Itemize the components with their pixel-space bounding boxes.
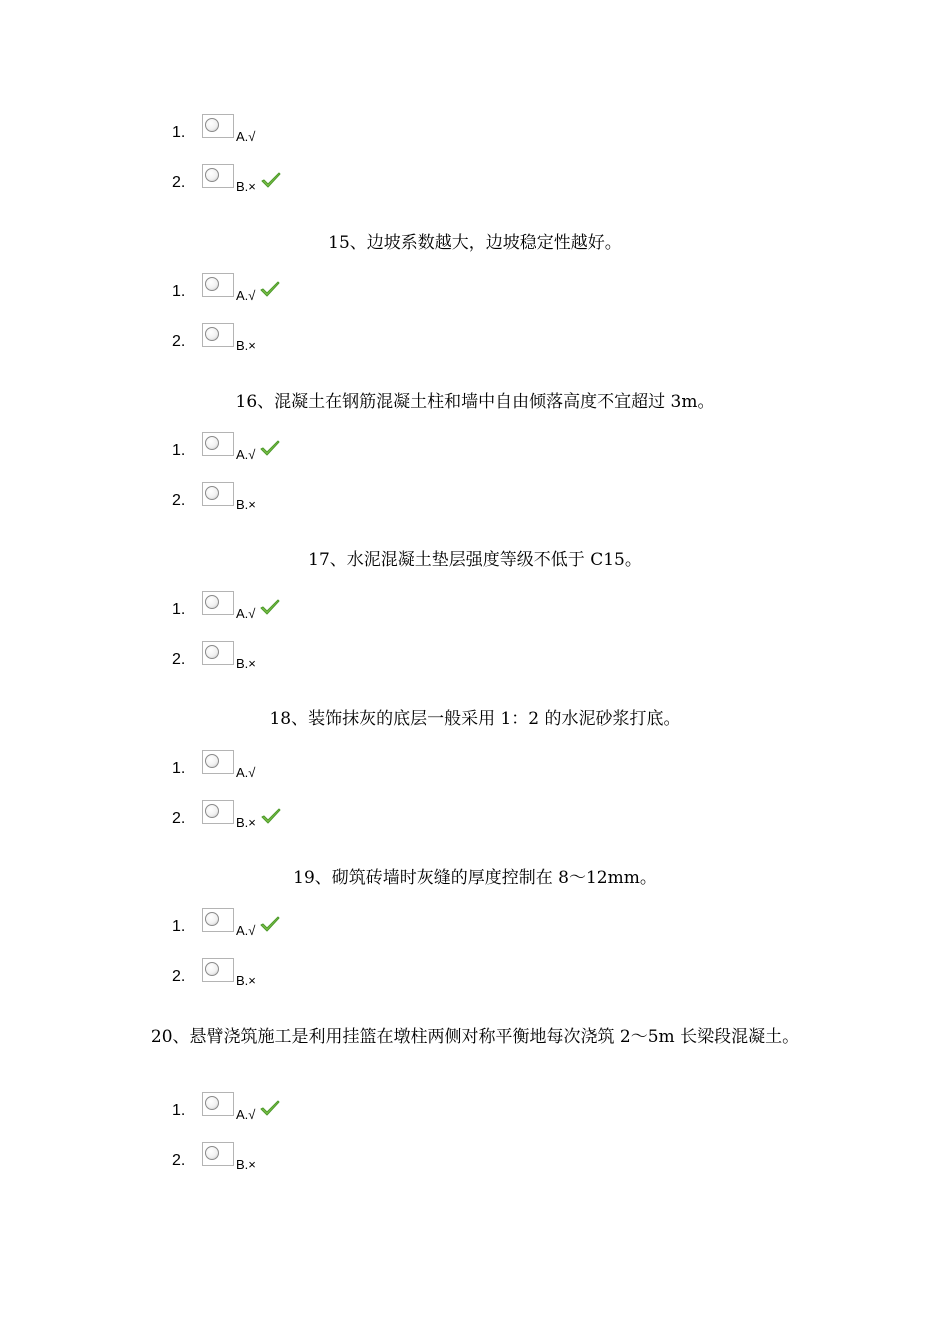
answer-option[interactable] [172,160,282,194]
option-label: B.× [236,497,256,512]
option-label: A.√ [236,129,256,144]
option-label: B.× [236,973,256,988]
option-label: A.√ [236,765,256,780]
answer-option[interactable] [172,796,282,830]
radio-circle-icon [205,1096,219,1110]
question-text: 18、装饰抹灰的底层一般采用 1：2 的水泥砂浆打底。 [269,709,681,729]
radio-circle-icon [205,1146,219,1160]
answer-option[interactable] [172,1088,281,1122]
option-number: 2. [172,492,186,509]
answer-option[interactable] [172,587,281,621]
correct-check-icon [260,172,282,190]
correct-check-icon [259,916,281,934]
radio-button[interactable] [202,164,234,188]
option-label: A.√ [236,1107,256,1122]
option-number: 2. [172,1152,186,1169]
option-label: B.× [236,179,256,194]
correct-check-icon [259,440,281,458]
option-number: 2. [172,810,186,827]
option-label: A.√ [236,288,256,303]
answer-option[interactable] [172,110,255,144]
radio-circle-icon [205,327,219,341]
radio-circle-icon [205,277,219,291]
radio-button[interactable] [202,273,234,297]
radio-button[interactable] [202,800,234,824]
answer-option[interactable] [172,746,255,780]
radio-circle-icon [205,168,219,182]
option-number: 1. [172,760,186,777]
option-number: 1. [172,283,186,300]
option-number: 1. [172,442,186,459]
option-number: 2. [172,968,186,985]
answer-option[interactable] [172,1138,256,1172]
question-text: 15、边坡系数越大，边坡稳定性越好。 [328,233,622,253]
answer-option[interactable] [172,478,256,512]
correct-check-icon [259,281,281,299]
answer-option[interactable] [172,904,281,938]
radio-circle-icon [205,645,219,659]
option-label: B.× [236,1157,256,1172]
correct-check-icon [259,599,281,617]
radio-circle-icon [205,486,219,500]
radio-button[interactable] [202,482,234,506]
option-number: 2. [172,333,186,350]
option-label: A.√ [236,606,256,621]
radio-button[interactable] [202,958,234,982]
radio-button[interactable] [202,908,234,932]
option-number: 2. [172,651,186,668]
option-number: 2. [172,174,186,191]
option-label: A.√ [236,923,256,938]
question-text: 16、混凝土在钢筋混凝土柱和墙中自由倾落高度不宜超过 3m。 [235,392,715,412]
correct-check-icon [260,808,282,826]
radio-circle-icon [205,436,219,450]
correct-check-icon [259,1100,281,1118]
option-label: B.× [236,815,256,830]
radio-button[interactable] [202,1092,234,1116]
radio-circle-icon [205,754,219,768]
radio-button[interactable] [202,432,234,456]
answer-option[interactable] [172,319,256,353]
radio-button[interactable] [202,750,234,774]
radio-button[interactable] [202,323,234,347]
question-text: 17、水泥混凝土垫层强度等级不低于 C15。 [308,550,642,570]
radio-button[interactable] [202,114,234,138]
answer-option[interactable] [172,954,256,988]
option-label: A.√ [236,447,256,462]
answer-option[interactable] [172,269,281,303]
radio-button[interactable] [202,591,234,615]
option-number: 1. [172,124,186,141]
question-text: 20、悬臂浇筑施工是利用挂篮在墩柱两侧对称平衡地每次浇筑 2～5m 长梁段混凝土。 [150,1027,800,1047]
option-number: 1. [172,601,186,618]
radio-button[interactable] [202,1142,234,1166]
question-text: 19、砌筑砖墙时灰缝的厚度控制在 8～12mm。 [293,868,657,888]
radio-circle-icon [205,804,219,818]
answer-option[interactable] [172,428,281,462]
option-label: B.× [236,338,256,353]
radio-circle-icon [205,595,219,609]
radio-circle-icon [205,118,219,132]
option-label: B.× [236,656,256,671]
radio-circle-icon [205,962,219,976]
radio-button[interactable] [202,641,234,665]
option-number: 1. [172,1102,186,1119]
option-number: 1. [172,918,186,935]
answer-option[interactable] [172,637,256,671]
radio-circle-icon [205,912,219,926]
